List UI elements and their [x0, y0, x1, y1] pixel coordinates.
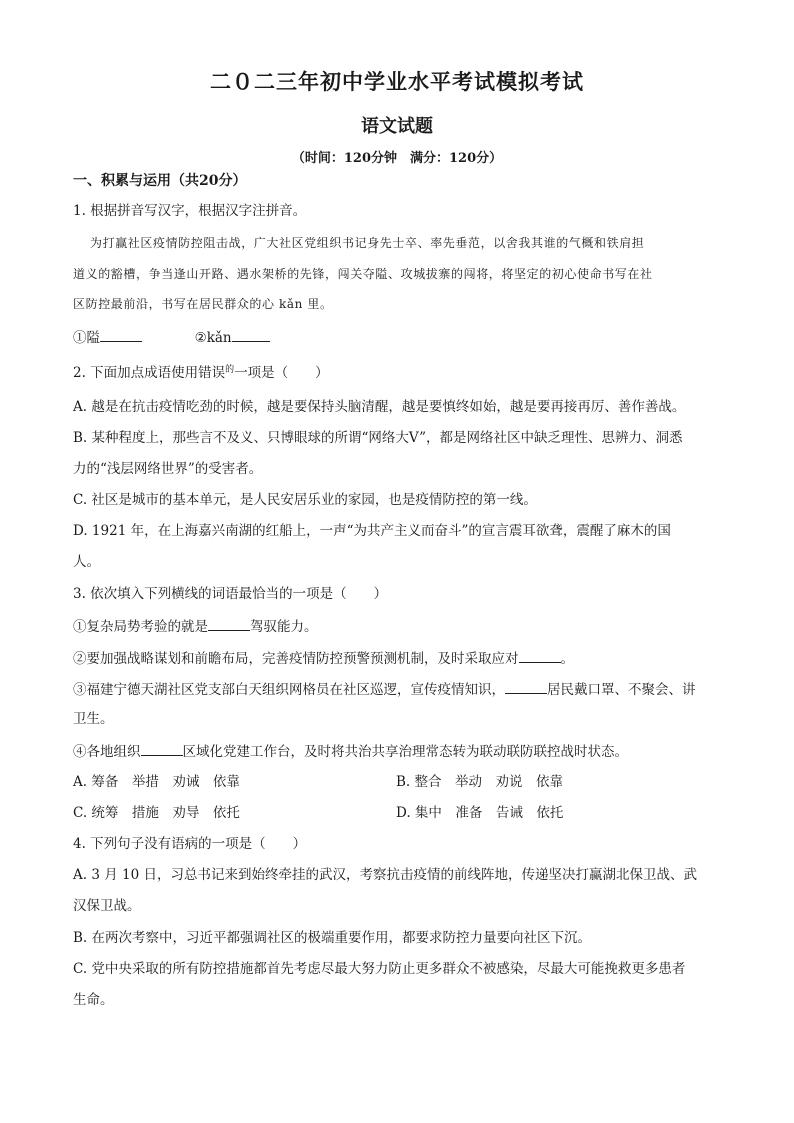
- q3-blank-1[interactable]: [208, 616, 250, 631]
- time-info: （时间：120分钟 满分：120分）: [291, 151, 503, 166]
- q3-s2-text-a: ②要加强战略谋划和前瞻布局，完善疫情防控预警预测机制，及时采取应对: [73, 651, 519, 667]
- q2-option-b-line2: 力的“浅层网络世界”的受害者。: [73, 461, 263, 477]
- q4-option-b: B. 在两次考察中，习近平都强调社区的极端重要作用，都要求防控力量要向社区下沉。: [73, 930, 592, 946]
- q3-option-b: B. 整合 举动 劝说 依靠: [396, 774, 564, 790]
- q2-stem-a: 2. 下面加点成语使用错误: [73, 365, 226, 381]
- q1-passage-line-2: 道义的豁槽，争当逢山开路、遇水架桥的先锋，闯关夺隘、攻城拔寨的闯将，将坚定的初心使命书写在社: [73, 267, 653, 281]
- q3-stem: 3. 依次填入下列横线的词语最恰当的一项是（ ）: [73, 586, 388, 602]
- q2-stem-sup: 的: [225, 365, 235, 375]
- q4-option-a-line1: A. 3 月 10 日，习总书记来到始终牵挂的武汉，考察抗击疫情的前线阵地，传递坚决打赢湖北保卫战、武: [73, 867, 697, 883]
- q2-option-a: A. 越是在抗击疫情吃劲的时候，越是要保持头脑清醒，越是要慎终如始，越是要再接再厉、善作善战。: [73, 399, 686, 415]
- q3-blank-3[interactable]: [505, 679, 547, 694]
- q3-blank-4[interactable]: [141, 741, 183, 756]
- q1-passage-line-1: 为打赢社区疫情防控阻击战，广大社区党组织书记身先士卒、率先垂范，以舍我其谁的气概和铁肩担: [90, 236, 645, 250]
- q2-option-b-line1: B. 某种程度上，那些言不及义、只博眼球的所谓“网络大V”，都是网络社区中缺乏理性、思辨力、洞悉: [73, 430, 683, 446]
- q1-passage-line-3: 区防控最前沿，书写在居民群众的心 kǎn 里。: [73, 297, 333, 311]
- q3-sentence-3: [73, 679, 723, 699]
- q3-option-c: C. 统筹 措施 劝导 依托: [73, 805, 240, 821]
- q1-blank1-label: ①隘: [73, 330, 100, 346]
- q3-sentence-2: [73, 648, 723, 668]
- q3-option-a: A. 筹备 举措 劝诫 依靠: [73, 774, 240, 790]
- q2-stem-b: 一项是（ ）: [234, 365, 329, 381]
- q3-option-d: D. 集中 准备 告诫 依托: [396, 805, 564, 821]
- q3-sentence-1: [73, 616, 723, 636]
- q1-stem: 1. 根据拼音写汉字，根据汉字注拼音。: [73, 203, 307, 219]
- q3-sentence-3-cont: 卫生。: [73, 711, 114, 727]
- q3-sentence-4: [73, 741, 723, 761]
- q4-option-c-line1: C. 党中央采取的所有防控措施都首先考虑尽最大努力防止更多群众不被感染，尽最大可能挽救更多患者: [73, 961, 686, 977]
- q3-s4-text-b: 区域化党建工作台，及时将共治共享治理常态转为联动联防联控战时状态。: [182, 744, 628, 760]
- q1-blank1[interactable]: [100, 327, 142, 342]
- q1-blank2-label: ②kǎn: [194, 330, 232, 346]
- q2-option-c: C. 社区是城市的基本单元，是人民安居乐业的家园，也是疫情防控的第一线。: [73, 492, 537, 508]
- q4-stem: 4. 下列句子没有语病的一项是（ ）: [73, 836, 307, 852]
- exam-title: 二０二三年初中学业水平考试模拟考试: [210, 69, 584, 94]
- q1-blanks: [73, 327, 723, 347]
- q2-option-d-line1: D. 1921 年，在上海嘉兴南湖的红船上，一声“为共产主义而奋斗”的宣言震耳欲聋，震醒了麻木的国: [73, 523, 671, 539]
- q3-s4-text-a: ④各地组织: [73, 744, 141, 760]
- q1-blank2[interactable]: [232, 327, 270, 342]
- q3-s1-text-a: ①复杂局势考验的就是: [73, 619, 208, 635]
- q2-stem: [73, 364, 723, 384]
- q3-blank-2[interactable]: [519, 648, 561, 663]
- q3-s3-text-a: ③福建宁德天湖社区党支部白天组织网格员在社区巡逻，宣传疫情知识，: [73, 682, 505, 698]
- q3-s1-text-b: 驾驭能力。: [250, 619, 318, 635]
- q4-option-a-line2: 汉保卫战。: [73, 898, 141, 914]
- q2-option-d-line2: 人。: [73, 554, 100, 570]
- subject-title: 语文试题: [361, 116, 433, 137]
- section-heading: 一、积累与运用（共20分）: [73, 173, 247, 189]
- q4-option-c-line2: 生命。: [73, 992, 114, 1008]
- q3-s2-text-b: 。: [560, 651, 574, 667]
- q3-s3-text-b: 居民戴口罩、不聚会、讲: [547, 682, 696, 698]
